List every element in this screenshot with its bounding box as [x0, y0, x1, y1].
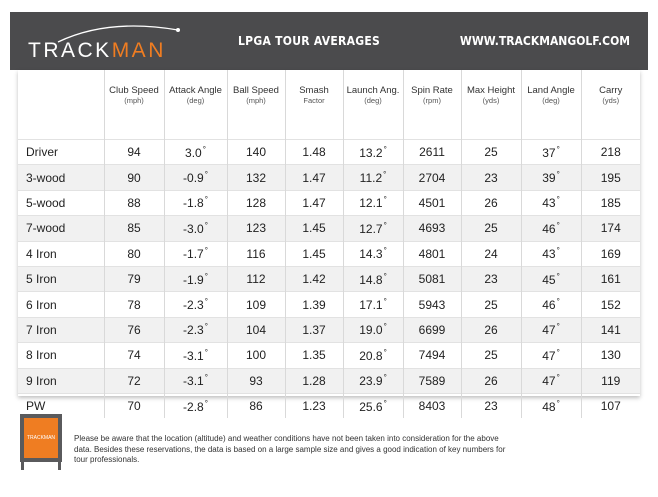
cell-value: -2.3 — [183, 298, 204, 313]
degree-symbol: ° — [204, 170, 208, 180]
cell-value: 45 — [542, 272, 556, 287]
cell-carry — [581, 165, 640, 190]
table-row — [18, 216, 640, 241]
cell-carry — [581, 190, 640, 215]
cell-attack-angle — [164, 368, 227, 393]
cell-smash — [285, 368, 343, 393]
cell-club-speed — [104, 292, 164, 317]
website-url: WWW.TRACKMANGOLF.COM — [459, 34, 630, 48]
cell-carry — [581, 216, 640, 241]
cell-value: 2611 — [419, 145, 445, 160]
cell-club-speed — [104, 140, 164, 165]
degree-symbol: ° — [556, 398, 560, 408]
logo-text-man: MAN — [111, 39, 166, 62]
cell-value: 25 — [484, 145, 498, 160]
club-name-cell: PW — [18, 393, 104, 418]
table-row — [18, 241, 640, 266]
cell-value: 93 — [249, 373, 263, 388]
cell-value: 169 — [600, 246, 621, 261]
degree-symbol: ° — [556, 220, 560, 230]
cell-club-speed — [104, 368, 164, 393]
club-name-cell: 7 Iron — [18, 317, 104, 342]
cell-value: 25 — [484, 348, 498, 363]
cell-height — [461, 368, 521, 393]
cell-club-speed — [104, 241, 164, 266]
cell-smash — [285, 393, 343, 418]
degree-symbol: ° — [556, 347, 560, 357]
degree-symbol: ° — [383, 195, 387, 205]
cell-value: 37 — [542, 145, 556, 160]
cell-value: 1.39 — [302, 297, 326, 312]
degree-symbol: ° — [556, 144, 560, 154]
cell-value: 14.3 — [359, 247, 383, 262]
cell-value: 1.47 — [302, 195, 326, 210]
cell-value: 94 — [127, 145, 141, 160]
cell-launch — [343, 140, 403, 165]
column-header-label: Launch Ang. — [346, 85, 400, 96]
cell-smash — [285, 317, 343, 342]
cell-value: 11.2 — [359, 171, 383, 186]
degree-symbol: ° — [383, 297, 387, 307]
cell-value: 116 — [246, 246, 266, 261]
cell-value: 23 — [484, 272, 498, 287]
cell-value: 1.23 — [302, 399, 326, 414]
cell-height — [461, 140, 521, 165]
cell-value: 1.48 — [302, 145, 326, 160]
cell-height — [461, 165, 521, 190]
cell-value: 1.35 — [302, 348, 326, 363]
cell-value: 23.9 — [359, 374, 383, 389]
cell-smash — [285, 190, 343, 215]
cell-land — [521, 216, 581, 241]
cell-ball-speed — [227, 190, 285, 215]
degree-symbol: ° — [556, 170, 560, 180]
cell-value: 1.28 — [302, 373, 326, 388]
degree-symbol: ° — [556, 195, 560, 205]
cell-spin — [403, 292, 461, 317]
column-header-label: Land Angle — [527, 85, 575, 96]
cell-value: 104 — [245, 322, 267, 337]
cell-value: 46 — [542, 221, 556, 236]
table-body — [18, 140, 640, 419]
column-header-label: Carry — [599, 85, 623, 96]
column-header — [343, 70, 403, 140]
cell-value: 107 — [600, 399, 621, 414]
cell-value: 5081 — [418, 272, 446, 287]
cell-launch — [343, 190, 403, 215]
cell-value: 90 — [127, 170, 141, 185]
cell-smash — [285, 165, 343, 190]
table-row — [18, 343, 640, 368]
cell-value: 24 — [484, 246, 498, 261]
degree-symbol: ° — [383, 271, 387, 281]
cell-value: 72 — [127, 373, 141, 388]
cell-club-speed — [104, 317, 164, 342]
cell-spin — [403, 165, 461, 190]
degree-symbol: ° — [204, 297, 208, 307]
stats-table-panel — [18, 70, 640, 414]
degree-symbol: ° — [556, 322, 560, 332]
degree-symbol: ° — [202, 144, 206, 154]
cell-ball-speed — [227, 343, 285, 368]
column-header-label: Spin Rate — [411, 85, 453, 96]
degree-symbol: ° — [383, 220, 387, 230]
column-header — [227, 70, 285, 140]
column-header-label: Ball Speed — [233, 85, 279, 96]
cell-value: 1.37 — [302, 322, 326, 337]
cell-land — [521, 292, 581, 317]
cell-spin — [403, 140, 461, 165]
cell-height — [461, 241, 521, 266]
degree-symbol: ° — [204, 195, 208, 205]
cell-land — [521, 241, 581, 266]
table-row — [18, 140, 640, 165]
cell-value: 85 — [127, 221, 141, 236]
cell-value: 47 — [542, 374, 556, 389]
cell-land — [521, 190, 581, 215]
stats-table — [18, 70, 640, 418]
cell-value: 161 — [600, 272, 621, 287]
cell-height — [461, 216, 521, 241]
cell-ball-speed — [227, 393, 285, 418]
cell-value: 88 — [127, 195, 141, 210]
cell-launch — [343, 165, 403, 190]
cell-attack-angle — [164, 317, 227, 342]
cell-value: 39 — [542, 171, 556, 186]
disclaimer-note: Please be aware that the location (altitude) and weather conditions have not been taken into consideration for the above data. Besides these reservations, the data is based on a large sample size and gives a good indication of key numbers for tour professionals. — [74, 434, 506, 464]
cell-attack-angle — [164, 292, 227, 317]
cell-spin — [403, 216, 461, 241]
cell-club-speed — [104, 266, 164, 291]
degree-symbol: ° — [383, 246, 387, 256]
cell-ball-speed — [227, 368, 285, 393]
cell-height — [461, 190, 521, 215]
cell-land — [521, 343, 581, 368]
cell-value: 141 — [600, 322, 621, 337]
cell-value: -1.7 — [183, 247, 204, 262]
club-name-cell: 5-wood — [18, 190, 104, 215]
cell-value: 20.8 — [359, 348, 383, 363]
table-row — [18, 393, 640, 418]
cell-value: 1.45 — [302, 221, 326, 236]
table-row — [18, 368, 640, 393]
cell-attack-angle — [164, 393, 227, 418]
column-header-label: Attack Angle — [169, 85, 222, 96]
cell-value: 128 — [245, 195, 267, 210]
cell-value: 109 — [245, 297, 267, 312]
cell-value: 14.8 — [359, 272, 383, 287]
cell-value: 4693 — [418, 221, 446, 236]
cell-value: 195 — [600, 170, 621, 185]
cell-value: 47 — [542, 348, 556, 363]
cell-smash — [285, 343, 343, 368]
cell-attack-angle — [164, 140, 227, 165]
table-row — [18, 190, 640, 215]
cell-value: 43 — [542, 196, 556, 211]
cell-carry — [581, 393, 640, 418]
cell-value: -3.1 — [183, 348, 204, 363]
cell-land — [521, 140, 581, 165]
cell-ball-speed — [227, 317, 285, 342]
table-header-row — [18, 70, 640, 140]
cell-launch — [343, 317, 403, 342]
degree-symbol: ° — [383, 144, 387, 154]
cell-value: 86 — [249, 399, 263, 414]
cell-value: 3.0 — [185, 145, 202, 160]
cell-value: 112 — [246, 272, 266, 287]
cell-club-speed — [104, 190, 164, 215]
cell-launch — [343, 266, 403, 291]
club-column-header — [18, 70, 104, 140]
cell-club-speed — [104, 393, 164, 418]
cell-launch — [343, 368, 403, 393]
cell-club-speed — [104, 343, 164, 368]
cell-ball-speed — [227, 266, 285, 291]
cell-value: 218 — [600, 145, 621, 160]
cell-launch — [343, 393, 403, 418]
cell-smash — [285, 216, 343, 241]
cell-spin — [403, 241, 461, 266]
column-header — [461, 70, 521, 140]
cell-value: 17.1 — [359, 298, 383, 313]
degree-symbol: ° — [383, 398, 387, 408]
column-header-label: Smash — [299, 85, 329, 96]
cell-land — [521, 165, 581, 190]
cell-value: 19.0 — [359, 323, 383, 338]
cell-value: 4801 — [418, 246, 446, 261]
cell-value: 78 — [127, 297, 141, 312]
cell-value: 5943 — [418, 297, 446, 312]
cell-value: 25.6 — [359, 399, 383, 414]
cell-height — [461, 393, 521, 418]
cell-spin — [403, 266, 461, 291]
cell-smash — [285, 140, 343, 165]
cell-value: 2704 — [418, 170, 446, 185]
cell-spin — [403, 393, 461, 418]
degree-symbol: ° — [204, 322, 208, 332]
cell-value: 100 — [245, 348, 267, 363]
cell-ball-speed — [227, 241, 285, 266]
cell-launch — [343, 216, 403, 241]
cell-value: 1.47 — [302, 170, 326, 185]
cell-carry — [581, 317, 640, 342]
cell-value: 130 — [600, 348, 621, 363]
club-name-cell: Driver — [18, 140, 104, 165]
club-name-cell: 4 Iron — [18, 241, 104, 266]
cell-smash — [285, 241, 343, 266]
cell-attack-angle — [164, 165, 227, 190]
table-row — [18, 317, 640, 342]
cell-land — [521, 393, 581, 418]
cell-value: 8403 — [418, 399, 446, 414]
cell-value: 43 — [542, 247, 556, 262]
column-header — [164, 70, 227, 140]
cell-ball-speed — [227, 216, 285, 241]
cell-value: 12.7 — [359, 221, 383, 236]
cell-value: 12.1 — [359, 196, 383, 211]
degree-symbol: ° — [204, 347, 208, 357]
degree-symbol: ° — [204, 271, 208, 281]
cell-height — [461, 317, 521, 342]
cell-ball-speed — [227, 165, 285, 190]
logo-text-track: TRACK — [28, 39, 112, 62]
cell-value: 46 — [542, 298, 556, 313]
degree-symbol: ° — [383, 373, 387, 383]
column-header-unit: (yds) — [602, 96, 620, 105]
trackman-logo — [28, 22, 198, 64]
cell-value: 140 — [245, 145, 267, 160]
cell-value: -2.3 — [183, 323, 204, 338]
cell-smash — [285, 266, 343, 291]
column-header-label: Club Speed — [109, 85, 159, 96]
cell-launch — [343, 241, 403, 266]
cell-value: 26 — [484, 373, 498, 388]
cell-spin — [403, 190, 461, 215]
degree-symbol: ° — [383, 170, 387, 180]
cell-value: 23 — [484, 170, 498, 185]
cell-land — [521, 266, 581, 291]
cell-attack-angle — [164, 216, 227, 241]
degree-symbol: ° — [204, 398, 208, 408]
degree-symbol: ° — [383, 347, 387, 357]
degree-symbol: ° — [204, 220, 208, 230]
cell-ball-speed — [227, 292, 285, 317]
club-name-cell: 9 Iron — [18, 368, 104, 393]
cell-value: 123 — [245, 221, 267, 236]
column-header-unit: (deg) — [186, 96, 205, 105]
cell-value: 119 — [601, 373, 621, 388]
cell-value: 76 — [127, 322, 141, 337]
cell-value: 6699 — [418, 322, 446, 337]
column-header-label: Max Height — [466, 85, 516, 96]
cell-attack-angle — [164, 190, 227, 215]
cell-value: 47 — [542, 323, 556, 338]
degree-symbol: ° — [383, 322, 387, 332]
cell-height — [461, 343, 521, 368]
cell-value: -1.9 — [183, 272, 204, 287]
cell-value: 185 — [600, 195, 621, 210]
header-bar — [10, 12, 648, 70]
degree-symbol: ° — [204, 373, 208, 383]
cell-value: 23 — [484, 399, 498, 414]
cell-value: 152 — [600, 297, 621, 312]
club-name-cell: 3-wood — [18, 165, 104, 190]
club-name-cell: 7-wood — [18, 216, 104, 241]
cell-carry — [581, 241, 640, 266]
column-header-unit: (rpm) — [423, 96, 441, 105]
cell-value: 79 — [127, 272, 141, 287]
cell-land — [521, 317, 581, 342]
cell-attack-angle — [164, 266, 227, 291]
column-header-unit: (yds) — [482, 96, 500, 105]
cell-club-speed — [104, 165, 164, 190]
cell-value: 13.2 — [359, 145, 383, 160]
cell-value: 132 — [245, 170, 267, 185]
column-header — [285, 70, 343, 140]
cell-launch — [343, 292, 403, 317]
cell-value: -0.9 — [183, 171, 204, 186]
cell-carry — [581, 292, 640, 317]
cell-value: 74 — [127, 348, 141, 363]
page-title: LPGA TOUR AVERAGES — [238, 34, 381, 48]
cell-value: -2.8 — [183, 399, 204, 414]
cell-value: 70 — [127, 399, 141, 414]
cell-height — [461, 266, 521, 291]
club-name-cell: 5 Iron — [18, 266, 104, 291]
cell-value: 7589 — [418, 373, 446, 388]
column-header-unit: (deg) — [364, 96, 382, 105]
club-name-cell: 8 Iron — [18, 343, 104, 368]
cell-launch — [343, 343, 403, 368]
cell-value: 26 — [484, 322, 498, 337]
column-header — [581, 70, 640, 140]
cell-spin — [403, 317, 461, 342]
column-header-unit: Factor — [303, 96, 325, 105]
column-header-unit: (mph) — [124, 96, 144, 105]
cell-value: 48 — [542, 399, 556, 414]
cell-club-speed — [104, 216, 164, 241]
cell-value: 25 — [484, 221, 498, 236]
table-row — [18, 165, 640, 190]
device-label: TRACKMAN — [26, 435, 56, 441]
degree-symbol: ° — [556, 373, 560, 383]
cell-spin — [403, 343, 461, 368]
cell-spin — [403, 368, 461, 393]
column-header — [403, 70, 461, 140]
degree-symbol: ° — [556, 271, 560, 281]
cell-height — [461, 292, 521, 317]
cell-value: 4501 — [418, 195, 446, 210]
cell-value: 80 — [127, 246, 141, 261]
cell-value: 174 — [600, 221, 621, 236]
column-header-unit: (deg) — [542, 96, 560, 105]
cell-carry — [581, 368, 640, 393]
cell-land — [521, 368, 581, 393]
cell-value: -3.0 — [183, 221, 204, 236]
cell-value: 1.42 — [302, 272, 326, 287]
cell-attack-angle — [164, 241, 227, 266]
column-header — [104, 70, 164, 140]
cell-ball-speed — [227, 140, 285, 165]
cell-attack-angle — [164, 343, 227, 368]
cell-smash — [285, 292, 343, 317]
table-row — [18, 266, 640, 291]
cell-value: 26 — [484, 195, 498, 210]
degree-symbol: ° — [556, 246, 560, 256]
table-row — [18, 292, 640, 317]
cell-value: 1.45 — [302, 246, 326, 261]
column-header-unit: (mph) — [246, 96, 266, 105]
degree-symbol: ° — [556, 297, 560, 307]
cell-value: 25 — [484, 297, 498, 312]
cell-carry — [581, 140, 640, 165]
club-name-cell: 6 Iron — [18, 292, 104, 317]
cell-value: -1.8 — [183, 196, 204, 211]
degree-symbol: ° — [204, 246, 208, 256]
column-header — [521, 70, 581, 140]
cell-value: -3.1 — [183, 374, 204, 389]
cell-value: 7494 — [418, 348, 446, 363]
cell-carry — [581, 266, 640, 291]
trackman-device-icon — [18, 412, 64, 470]
cell-carry — [581, 343, 640, 368]
